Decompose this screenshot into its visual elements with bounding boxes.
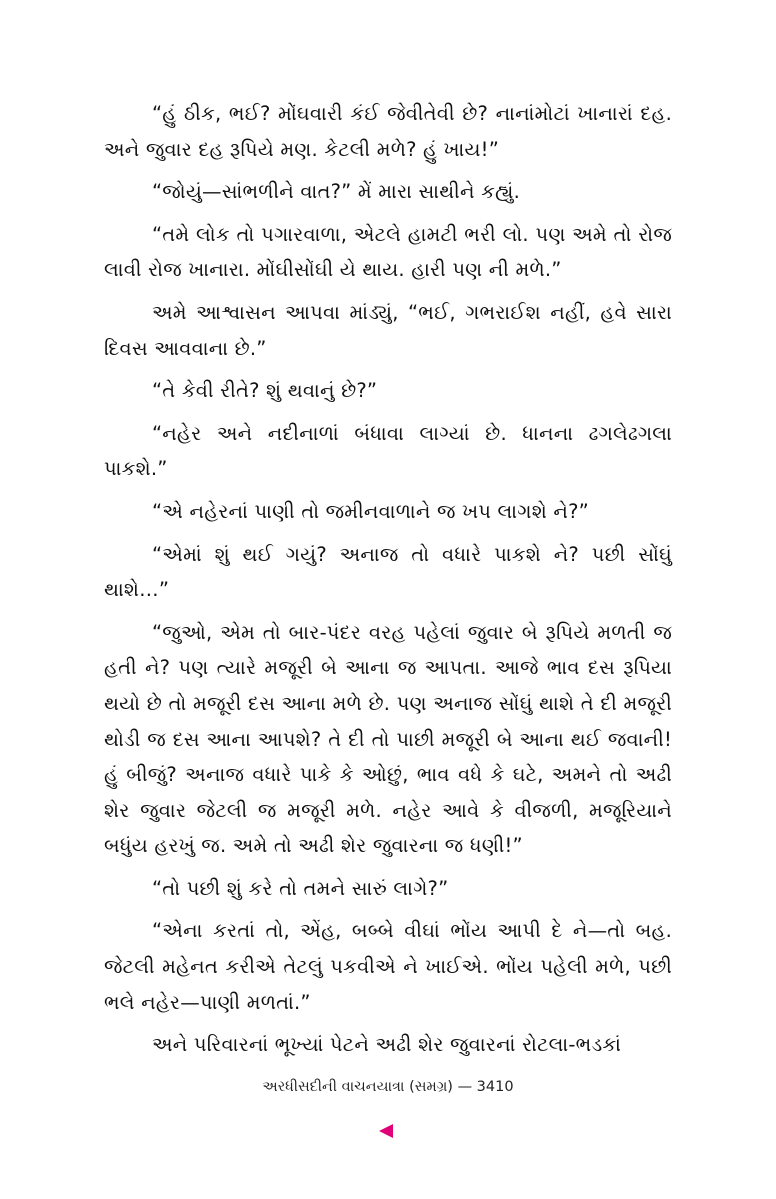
paragraph: અને પરિવારનાં ભૂખ્યાં પેટને અઢી શેર જુવારનાં રોટલા-ભડકાં	[152, 1033, 622, 1057]
paragraph: “હું ઠીક, ભઈ? મોંઘવારી કંઈ જેવીતેવી છે? નાનાંમોટાં ખાનારાં દહ. અને જુવાર દહ રૂપિયે મણ. કેટલી મળે? હું ખાય!”	[104, 102, 672, 161]
page-body	[104, 96, 672, 1070]
paragraph: “જુઓ, એમ તો બાર-પંદર વરહ પહેલાં જુવાર બે રૂપિયે મળતી જ હતી ને? પણ ત્યારે મજૂરી બે આના જ આપતા. આજે ભાવ દસ રૂપિયા થયો છે તો મજૂરી દસ આના મળે છે. પણ અનાજ સોંઘું થાશે તે દી મજૂરી થોડી જ દસ આના આપશે? તે દી તો પાછી મજૂરી બે આના થઈ જવાની! હું બીજું? અનાજ વધારે પાકે કે ઓછું, ભાવ વધે કે ઘટે, અમને તો અઢી શેર જુવાર જેટલી જ મજૂરી મળે. નહેર આવે કે વીજળી, મજૂરિયાને બધુંય હરખું જ. અમે તો અઢી શેર જુવારના જ ધણી!”	[104, 620, 672, 858]
paragraph: “જોયું—સાંભળીને વાત?” મેં મારા સાથીને કહ્યું.	[152, 180, 521, 204]
paragraph: “નહેર અને નદીનાળાં બંધાવા લાગ્યાં છે. ધાનના ઢગલેઢગલા પાકશે.”	[104, 421, 672, 481]
page-footer: અરધીસદીની વાચનયાત્રા (સમગ્ર) — 3410	[262, 1079, 514, 1095]
paragraph: “તે કેવી રીતે? શું થવાનું છે?”	[152, 379, 378, 403]
previous-page-arrow-icon[interactable]	[379, 1124, 393, 1138]
paragraph: અમે આશ્વાસન આપવા માંડ્યું, “ભઈ, ગભરાઈશ નહીં, હવે સારા દિવસ આવવાના છે.”	[104, 300, 672, 360]
paragraph: “તમે લોક તો પગારવાળા, એટલે હામટી ભરી લો. પણ અમે તો રોજ લાવી રોજ ખાનારા. મોંઘીસોંઘી યે થાય. હારી પણ ની મળે.”	[104, 222, 672, 282]
paragraph: “એ નહેરનાં પાણી તો જમીનવાળાને જ ખપ લાગશે ને?”	[152, 499, 589, 523]
paragraph: “એમાં શું થઈ ગયું? અનાજ તો વધારે પાકશે ને? પછી સોંઘું થાશે…”	[104, 542, 672, 602]
paragraph: “એના કરતાં તો, એંહ, બબ્બે વીઘાં ભોંય આપી દે ને—તો બહ. જેટલી મહેનત કરીએ તેટલું પકવીએ ને ખાઈએ. ભોંય પહેલી મળે, પછી ભલે નહેર—પાણી મળતાં.”	[104, 919, 672, 1014]
paragraph: “તો પછી શું કરે તો તમને સારું લાગે?”	[152, 876, 449, 900]
